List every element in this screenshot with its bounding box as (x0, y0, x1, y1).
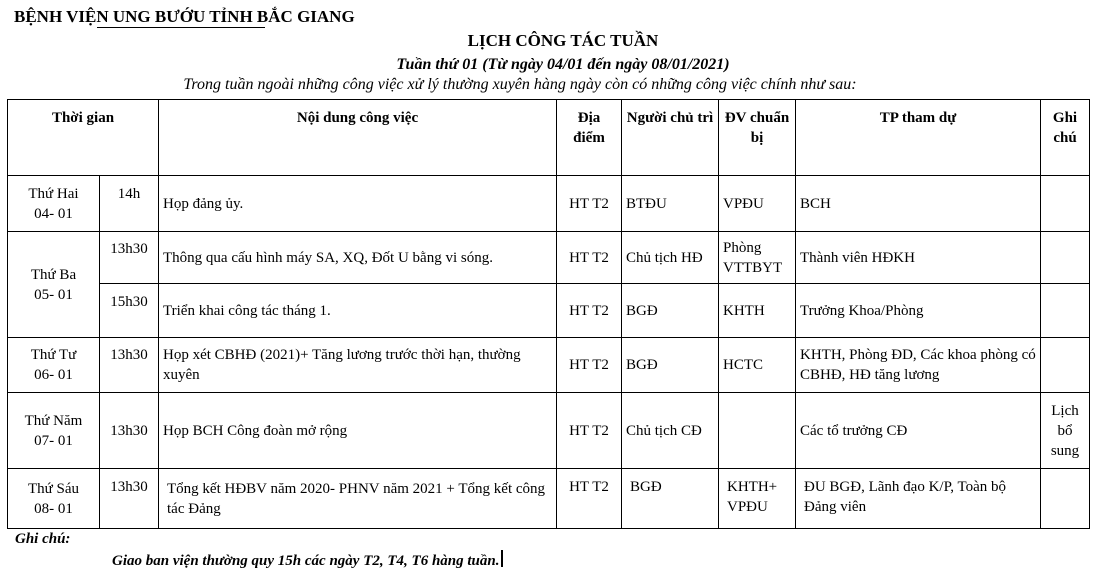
hospital-name: BỆNH VIỆN UNG BƯỚU TỈNH BẮC GIANG (14, 7, 355, 26)
note-cell (1041, 469, 1090, 529)
intro-text: Trong tuần ngoài những công việc xử lý thường xuyên hàng ngày còn có những công việc chính như sau: (183, 76, 857, 93)
content-cell: Thông qua cấu hình máy SA, XQ, Đốt U bằng vi sóng. (159, 232, 557, 284)
time-cell: 14h (100, 176, 159, 232)
host-cell: BGĐ (622, 469, 719, 529)
prepare-cell: KHTH (719, 284, 796, 338)
schedule-table (7, 99, 1090, 529)
prepare-cell: VPĐU (719, 176, 796, 232)
host-cell: Chủ tịch CĐ (622, 393, 719, 469)
header-time: Thời gian (8, 100, 159, 176)
location-cell: HT T2 (557, 338, 622, 393)
table-row (8, 176, 1090, 232)
table-row (8, 338, 1090, 393)
header-host: Người chủ trì (622, 100, 719, 176)
day-name: Thứ Năm (24, 412, 83, 429)
note-cell (1041, 232, 1090, 284)
week-range: Tuần thứ 01 (Từ ngày 04/01 đến ngày 08/01/2021) (396, 56, 730, 73)
hospital-underline (97, 27, 265, 28)
participants-cell: ĐU BGĐ, Lãnh đạo K/P, Toàn bộ Đảng viên (796, 469, 1041, 529)
header-note: Ghi chú (1041, 100, 1090, 176)
time-cell: 13h30 (100, 232, 159, 284)
header-prepare: ĐV chuẩn bị (719, 100, 796, 176)
day-date: 04- 01 (34, 205, 73, 222)
notes-text: Giao ban viện thường quy 15h các ngày T2, T4, T6 hàng tuần. (112, 553, 500, 569)
location-cell: HT T2 (557, 393, 622, 469)
day-name: Thứ Ba (30, 266, 77, 283)
host-cell: BGĐ (622, 338, 719, 393)
note-cell (1041, 284, 1090, 338)
participants-cell: Các tổ trưởng CĐ (796, 393, 1041, 469)
content-cell: Họp xét CBHĐ (2021)+ Tăng lương trước thời hạn, thường xuyên (159, 338, 557, 393)
location-cell: HT T2 (557, 232, 622, 284)
table-row (8, 393, 1090, 469)
participants-cell: Thành viên HĐKH (796, 232, 1041, 284)
note-cell (1041, 176, 1090, 232)
header-content: Nội dung công việc (159, 100, 557, 176)
content-cell: Tổng kết HĐBV năm 2020- PHNV năm 2021 + Tổng kết công tác Đảng (159, 469, 557, 529)
day-cell (8, 176, 100, 232)
content-cell: Họp đảng ủy. (159, 176, 557, 232)
time-cell: 13h30 (100, 393, 159, 469)
day-date: 08- 01 (34, 500, 73, 517)
day-date: 07- 01 (34, 432, 73, 449)
text-cursor (501, 550, 503, 567)
notes-line (112, 550, 503, 570)
day-cell (8, 393, 100, 469)
content-cell: Triển khai công tác tháng 1. (159, 284, 557, 338)
page-title: LỊCH CÔNG TÁC TUẦN (467, 31, 659, 50)
prepare-cell: Phòng VTTBYT (719, 232, 796, 284)
content-cell: Họp BCH Công đoàn mở rộng (159, 393, 557, 469)
day-date: 05- 01 (34, 286, 73, 303)
table-row (8, 469, 1090, 529)
day-cell (8, 338, 100, 393)
prepare-cell (719, 393, 796, 469)
location-cell: HT T2 (557, 176, 622, 232)
participants-cell: Trưởng Khoa/Phòng (796, 284, 1041, 338)
prepare-cell: HCTC (719, 338, 796, 393)
day-name: Thứ Hai (28, 185, 79, 202)
day-cell (8, 232, 100, 338)
day-name: Thứ Sáu (27, 480, 80, 497)
location-cell: HT T2 (557, 469, 622, 529)
day-cell (8, 469, 100, 529)
host-cell: BGĐ (622, 284, 719, 338)
prepare-cell: KHTH+ VPĐU (719, 469, 796, 529)
host-cell: BTĐU (622, 176, 719, 232)
participants-cell: BCH (796, 176, 1041, 232)
header-row (8, 100, 1090, 176)
time-cell: 13h30 (100, 469, 159, 529)
location-cell: HT T2 (557, 284, 622, 338)
table-row (8, 284, 1090, 338)
notes-label: Ghi chú: (15, 531, 71, 547)
participants-cell: KHTH, Phòng ĐD, Các khoa phòng có CBHĐ, HĐ tăng lương (796, 338, 1041, 393)
day-date: 06- 01 (34, 367, 73, 383)
note-cell: Lịch bổ sung (1041, 393, 1090, 469)
time-cell: 13h30 (100, 338, 159, 393)
time-cell: 15h30 (100, 284, 159, 338)
header-participants: TP tham dự (796, 100, 1041, 176)
note-cell (1041, 338, 1090, 393)
day-name: Thứ Tư (30, 347, 77, 363)
table-row (8, 232, 1090, 284)
header-location: Địa điểm (557, 100, 622, 176)
host-cell: Chủ tịch HĐ (622, 232, 719, 284)
